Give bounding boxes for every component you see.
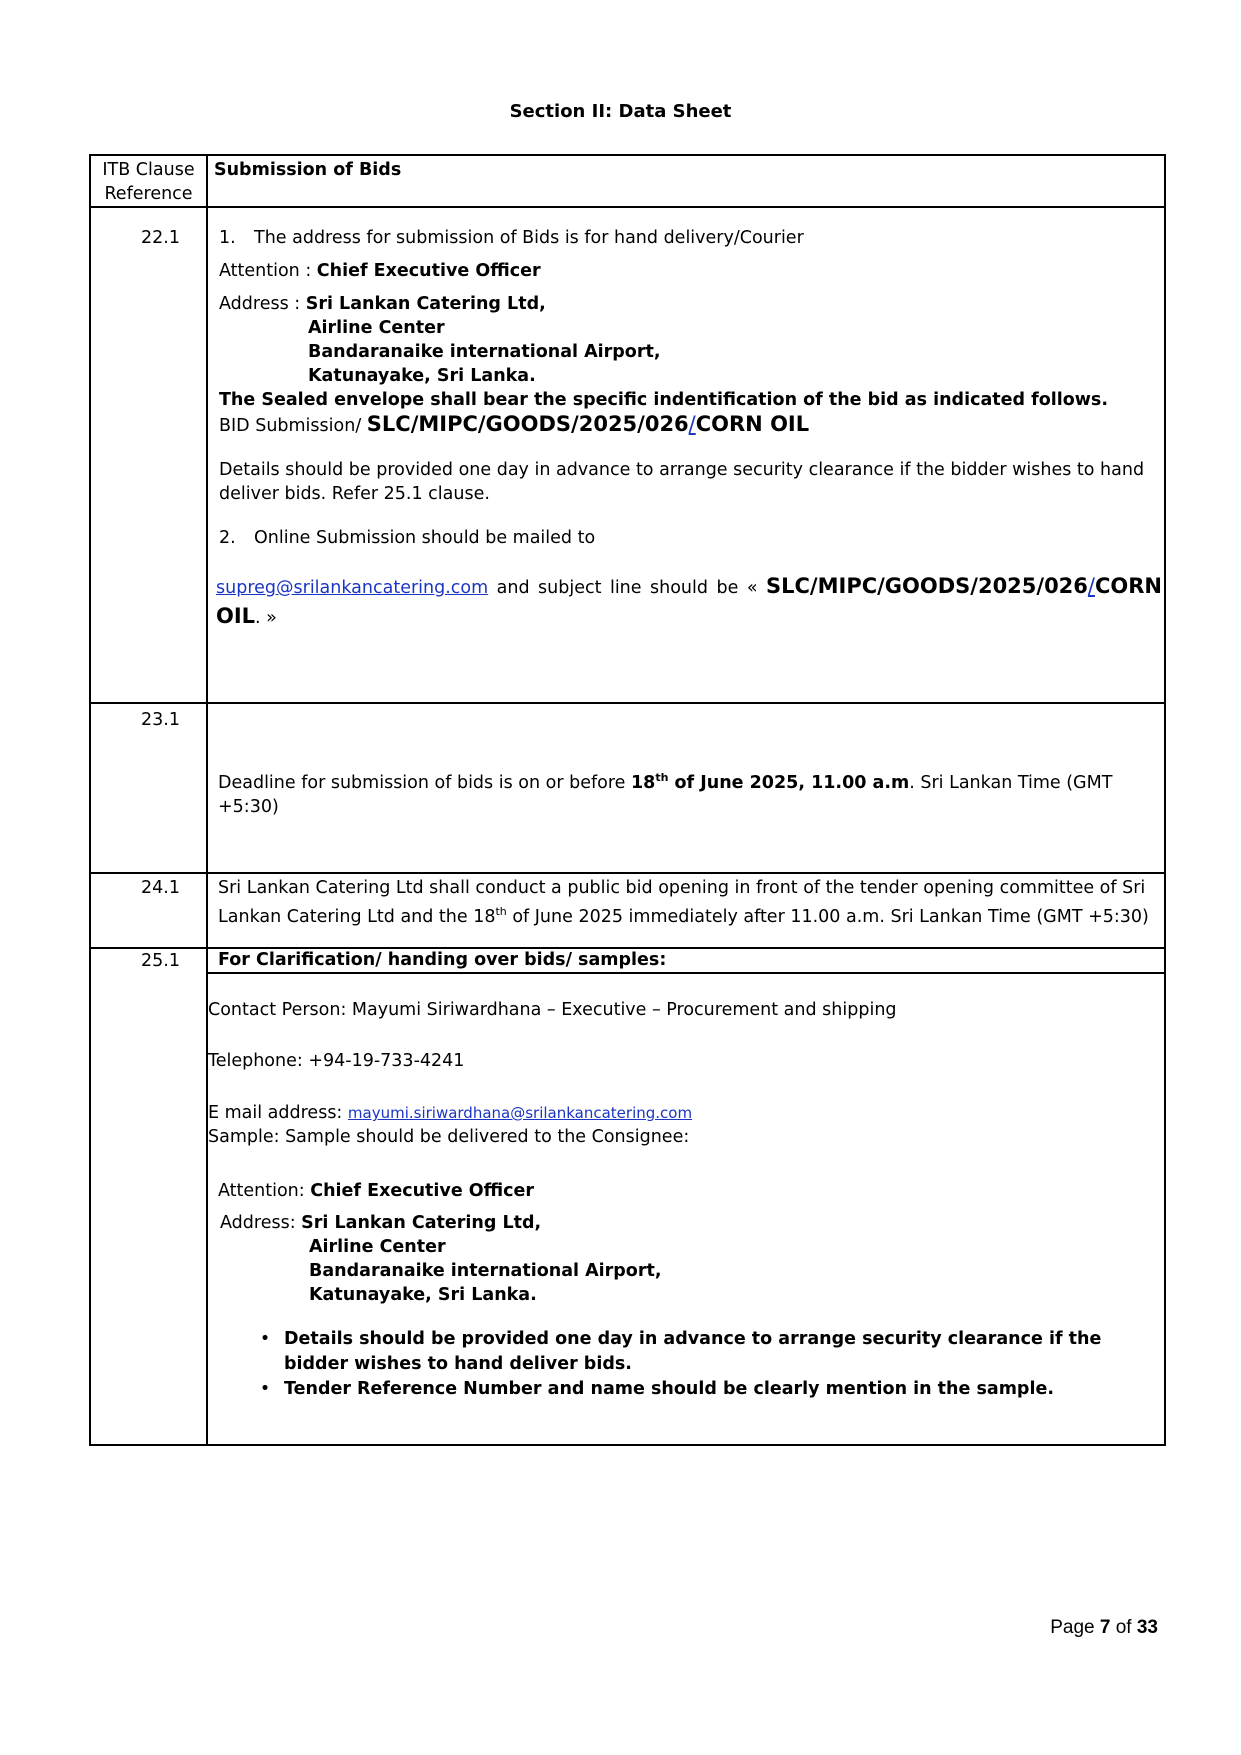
clarification-body (208, 974, 1164, 1402)
clause-content-22-1 (207, 207, 1165, 703)
table-row-23-1 (90, 703, 1165, 873)
bid-ref-slash-link[interactable]: / (688, 412, 696, 436)
deadline-text: Deadline for submission of bids is on or before 18th of June 2025, 11.00 a.m. Sri Lankan Time (GMT +5:30) (218, 771, 1113, 817)
data-sheet-table (89, 154, 1166, 1446)
list-item: • Details should be provided one day in advance to arrange security clearance if the bidder wishes to hand deliver bids. (246, 1327, 1124, 1377)
bid-submission-reference: BID Submission/ SLC/MIPC/GOODS/2025/026/CORN OIL (219, 412, 810, 436)
table-row-22-1 (90, 207, 1165, 703)
email-line: E mail address: mayumi.siriwardhana@srilankancatering.com (208, 1103, 693, 1123)
item-1: 1. The address for submission of Bids is for hand delivery/Courier (219, 228, 804, 248)
bullet-icon: • (259, 1379, 271, 1399)
contact-email-link[interactable]: mayumi.siriwardhana@srilankancatering.com (347, 1104, 693, 1122)
page-title: Section II: Data Sheet (509, 101, 732, 122)
item-2: 2. Online Submission should be mailed to (219, 528, 596, 548)
sample-address-block: Address: Sri Lankan Catering Ltd, Airline Center Bandaranaike international Airport, Katunayake, Sri Lanka. (220, 1213, 662, 1305)
page-number-footer: Page 7 of 33 (1050, 1617, 1158, 1638)
submission-email-link[interactable]: supreg@srilankancatering.com (216, 578, 489, 598)
attention-line: Attention : Chief Executive Officer (219, 261, 541, 281)
submission-of-bids-header: Submission of Bids (207, 155, 1165, 207)
sample-attention-line: Attention: Chief Executive Officer (218, 1181, 535, 1201)
table-header-row (90, 155, 1165, 207)
telephone: Telephone: +94-19-733-4241 (208, 1051, 465, 1071)
clause-ref-24-1: 24.1 (90, 873, 207, 948)
bullet-icon: • (259, 1329, 271, 1349)
clause-content-25-1 (207, 948, 1165, 1445)
clause-ref-22-1: 22.1 (90, 207, 207, 703)
sealed-envelope-note: The Sealed envelope shall bear the specific indentification of the bid as indicated follows. (219, 390, 1108, 410)
address-block: Address : Sri Lankan Catering Ltd, Airline Center Bandaranaike international Airport, Katunayake, Sri Lanka. (219, 294, 661, 386)
clause-ref-23-1: 23.1 (90, 703, 207, 873)
table-row-24-1 (90, 873, 1165, 948)
subject-ref-slash-link[interactable]: / (1087, 574, 1095, 598)
sample-bullet-list (208, 1327, 1164, 1402)
bid-opening-text: Sri Lankan Catering Ltd shall conduct a public bid opening in front of the tender opening committee of Sri Lankan Catering Ltd and the 18th of June 2025 immediately after 11.00 a.m. Sri Lankan Time (GMT +5:30) (218, 878, 1149, 927)
clause-content-24-1 (207, 873, 1165, 948)
clause-ref-25-1: 25.1 (90, 948, 207, 1445)
online-submission-line: supreg@srilankancatering.com and subject line should be « SLC/MIPC/GOODS/2025/026/CORN OIL. » (216, 574, 1162, 628)
itb-clause-reference-header: ITB Clause Reference (90, 155, 207, 207)
list-item: • Tender Reference Number and name should be clearly mention in the sample. (246, 1377, 1124, 1402)
contact-person: Contact Person: Mayumi Siriwardhana – Executive – Procurement and shipping (208, 1000, 897, 1020)
sample-line: Sample: Sample should be delivered to the Consignee: (208, 1127, 690, 1147)
details-note: Details should be provided one day in advance to arrange security clearance if the bidder wishes to hand deliver bids. Refer 25.1 clause. (219, 460, 1145, 504)
table-row-25-1 (90, 948, 1165, 1445)
clause-content-23-1 (207, 703, 1165, 873)
clarification-heading: For Clarification/ handing over bids/ samples: (208, 949, 1164, 974)
